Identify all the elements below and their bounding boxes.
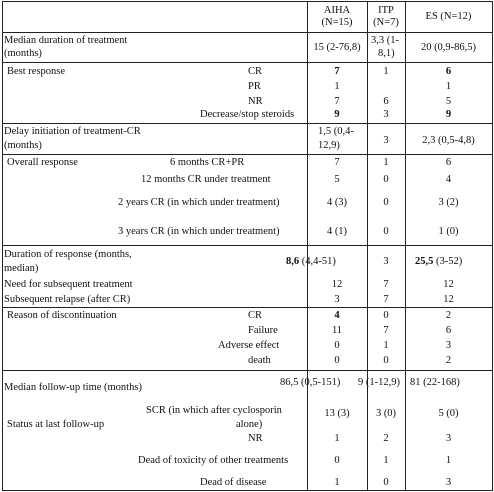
discontinuation-label: Reason of discontinuation bbox=[7, 310, 117, 321]
status-disease-aiha: 1 bbox=[334, 477, 340, 488]
subsequent-relapse-label: Subsequent relapse (after CR) bbox=[4, 294, 131, 305]
best-response-pr-aiha: 1 bbox=[334, 81, 340, 92]
status-scr-es: 5 (0) bbox=[438, 408, 459, 419]
table-bottom-border bbox=[2, 490, 493, 491]
subsequent-relapse-es: 12 bbox=[443, 294, 454, 305]
overall-6m-label: 6 months CR+PR bbox=[170, 157, 245, 168]
overall-response-label: Overall response bbox=[7, 157, 78, 168]
discontinuation-death-itp: 0 bbox=[383, 355, 389, 366]
discontinuation-cr-es: 2 bbox=[445, 310, 452, 321]
overall-2y-itp: 0 bbox=[383, 197, 389, 208]
discontinuation-death-aiha: 0 bbox=[334, 355, 340, 366]
overall-12m-es: 4 bbox=[445, 174, 452, 185]
header-divider bbox=[2, 32, 493, 33]
best-response-nr-es: 5 bbox=[445, 96, 452, 107]
discontinuation-adverse-es: 3 bbox=[445, 340, 452, 351]
overall-6m-es: 6 bbox=[445, 157, 452, 168]
best-response-pr-es: 1 bbox=[445, 81, 452, 92]
overall-3y-es: 1 (0) bbox=[438, 226, 459, 237]
table-right-border bbox=[492, 1, 493, 491]
divider-after-discontinuation bbox=[2, 370, 493, 371]
need-subsequent-itp: 7 bbox=[383, 279, 389, 290]
median-duration-label: Median duration of treatment bbox=[4, 35, 128, 46]
best-response-nr-itp: 6 bbox=[383, 96, 389, 107]
followup-label: Median follow-up time (months) bbox=[4, 382, 142, 393]
best-response-steroids-es: 9 bbox=[445, 109, 452, 120]
best-response-cr-aiha: 7 bbox=[334, 66, 340, 77]
divider-after-overall-response bbox=[2, 245, 493, 246]
discontinuation-failure-es: 6 bbox=[445, 325, 452, 336]
status-toxicity-itp: 1 bbox=[383, 455, 389, 466]
subsequent-relapse-itp: 7 bbox=[383, 294, 389, 305]
status-nr-label: NR bbox=[248, 433, 263, 444]
status-nr-aiha: 1 bbox=[334, 433, 340, 444]
status-disease-es: 3 bbox=[445, 477, 452, 488]
duration-response-label: Duration of response (months, bbox=[4, 249, 132, 260]
status-scr-aiha: 13 (3) bbox=[324, 408, 350, 419]
discontinuation-failure-label: Failure bbox=[248, 325, 278, 336]
overall-12m-label: 12 months CR under treatment bbox=[141, 174, 271, 185]
best-response-cr-es: 6 bbox=[445, 66, 452, 77]
divider-after-delay bbox=[2, 154, 493, 155]
header-itp-n: (N=7) bbox=[373, 17, 399, 28]
best-response-steroids-itp: 3 bbox=[383, 109, 389, 120]
discontinuation-cr-aiha: 4 bbox=[334, 310, 340, 321]
followup-es: 81 (22-168) bbox=[410, 377, 460, 388]
duration-response-es bbox=[415, 256, 462, 268]
best-response-nr-label: NR bbox=[248, 96, 263, 107]
status-disease-label: Dead of disease bbox=[200, 477, 267, 488]
overall-2y-es: 3 (2) bbox=[438, 197, 459, 208]
duration-response-es-range: (3-52) bbox=[433, 256, 463, 267]
overall-6m-aiha: 7 bbox=[334, 157, 340, 168]
need-subsequent-aiha: 12 bbox=[331, 279, 343, 290]
divider-before-discontinuation bbox=[2, 307, 493, 308]
discontinuation-death-label: death bbox=[248, 355, 271, 366]
overall-3y-itp: 0 bbox=[383, 226, 389, 237]
duration-response-es-median: 25,5 bbox=[415, 256, 434, 267]
discontinuation-adverse-label: Adverse effect bbox=[218, 340, 280, 351]
delay-aiha: 1,5 (0,4- bbox=[318, 126, 354, 137]
status-toxicity-label: Dead of toxicity of other treatments bbox=[138, 455, 289, 466]
table-top-border bbox=[2, 1, 493, 2]
median-duration-aiha: 15 (2-76,8) bbox=[313, 42, 361, 53]
delay-es: 2,3 (0,5-4,8) bbox=[422, 135, 475, 146]
delay-aiha-2: 12,9) bbox=[318, 140, 340, 151]
discontinuation-adverse-aiha: 0 bbox=[334, 340, 340, 351]
discontinuation-failure-itp: 7 bbox=[383, 325, 389, 336]
overall-2y-label: 2 years CR (in which under treatment) bbox=[118, 197, 280, 208]
delay-label-unit: (months) bbox=[4, 140, 42, 151]
status-scr-label: SCR (in which after cyclosporin bbox=[146, 405, 282, 416]
delay-itp: 3 bbox=[383, 135, 389, 146]
discontinuation-failure-aiha: 11 bbox=[331, 325, 343, 336]
duration-response-aiha bbox=[286, 256, 336, 268]
best-response-steroids-aiha: 9 bbox=[334, 109, 340, 120]
best-response-cr-itp: 1 bbox=[383, 66, 389, 77]
header-itp: ITP bbox=[378, 5, 394, 16]
followup-itp: 9 (1-12,9) bbox=[358, 377, 400, 388]
discontinuation-death-es: 2 bbox=[445, 355, 452, 366]
best-response-steroids-label: Decrease/stop steroids bbox=[200, 109, 295, 120]
median-duration-itp: 3,3 (1- bbox=[371, 35, 399, 46]
header-aiha-n: (N=15) bbox=[321, 17, 353, 28]
status-toxicity-es: 1 bbox=[445, 455, 452, 466]
need-subsequent-label: Need for subsequent treatment bbox=[4, 279, 133, 290]
overall-3y-aiha: 4 (1) bbox=[326, 226, 348, 237]
status-nr-es: 3 bbox=[445, 433, 452, 444]
overall-12m-aiha: 5 bbox=[334, 174, 340, 185]
overall-3y-label: 3 years CR (in which under treatment) bbox=[118, 226, 280, 237]
divider-after-median-duration bbox=[2, 62, 493, 63]
discontinuation-cr-label: CR bbox=[248, 310, 263, 321]
best-response-cr-label: CR bbox=[248, 66, 263, 77]
divider-after-best-response bbox=[2, 123, 493, 124]
overall-12m-itp: 0 bbox=[383, 174, 389, 185]
best-response-label: Best response bbox=[7, 66, 66, 77]
table-left-border bbox=[2, 1, 3, 491]
best-response-nr-aiha: 7 bbox=[334, 96, 340, 107]
duration-response-itp: 3 bbox=[383, 256, 389, 267]
duration-response-aiha-median: 8,6 bbox=[286, 256, 300, 267]
overall-6m-itp: 1 bbox=[383, 157, 389, 168]
status-label: Status at last follow-up bbox=[7, 419, 105, 430]
delay-label: Delay initiation of treatment-CR bbox=[4, 126, 141, 137]
duration-response-aiha-range: (4,4-51) bbox=[299, 256, 336, 267]
best-response-pr-label: PR bbox=[248, 81, 261, 92]
status-scr-label-2: alone) bbox=[236, 419, 263, 430]
followup-aiha: 86,5 (0,5-151) bbox=[280, 377, 341, 388]
discontinuation-cr-itp: 0 bbox=[383, 310, 389, 321]
median-duration-label-unit: (months) bbox=[4, 48, 42, 59]
status-disease-itp: 0 bbox=[383, 477, 389, 488]
header-aiha: AIHA bbox=[323, 5, 351, 16]
status-scr-itp: 3 (0) bbox=[375, 408, 397, 419]
header-es: ES (N=12) bbox=[425, 11, 472, 22]
overall-2y-aiha: 4 (3) bbox=[326, 197, 348, 208]
subsequent-relapse-aiha: 3 bbox=[334, 294, 340, 305]
discontinuation-adverse-itp: 1 bbox=[383, 340, 389, 351]
status-toxicity-aiha: 0 bbox=[334, 455, 340, 466]
duration-response-label-unit: median) bbox=[4, 263, 39, 274]
status-nr-itp: 2 bbox=[383, 433, 389, 444]
median-duration-es: 20 (0,9-86,5) bbox=[420, 42, 477, 53]
median-duration-itp-2: 8,1) bbox=[378, 48, 395, 59]
need-subsequent-es: 12 bbox=[443, 279, 454, 290]
